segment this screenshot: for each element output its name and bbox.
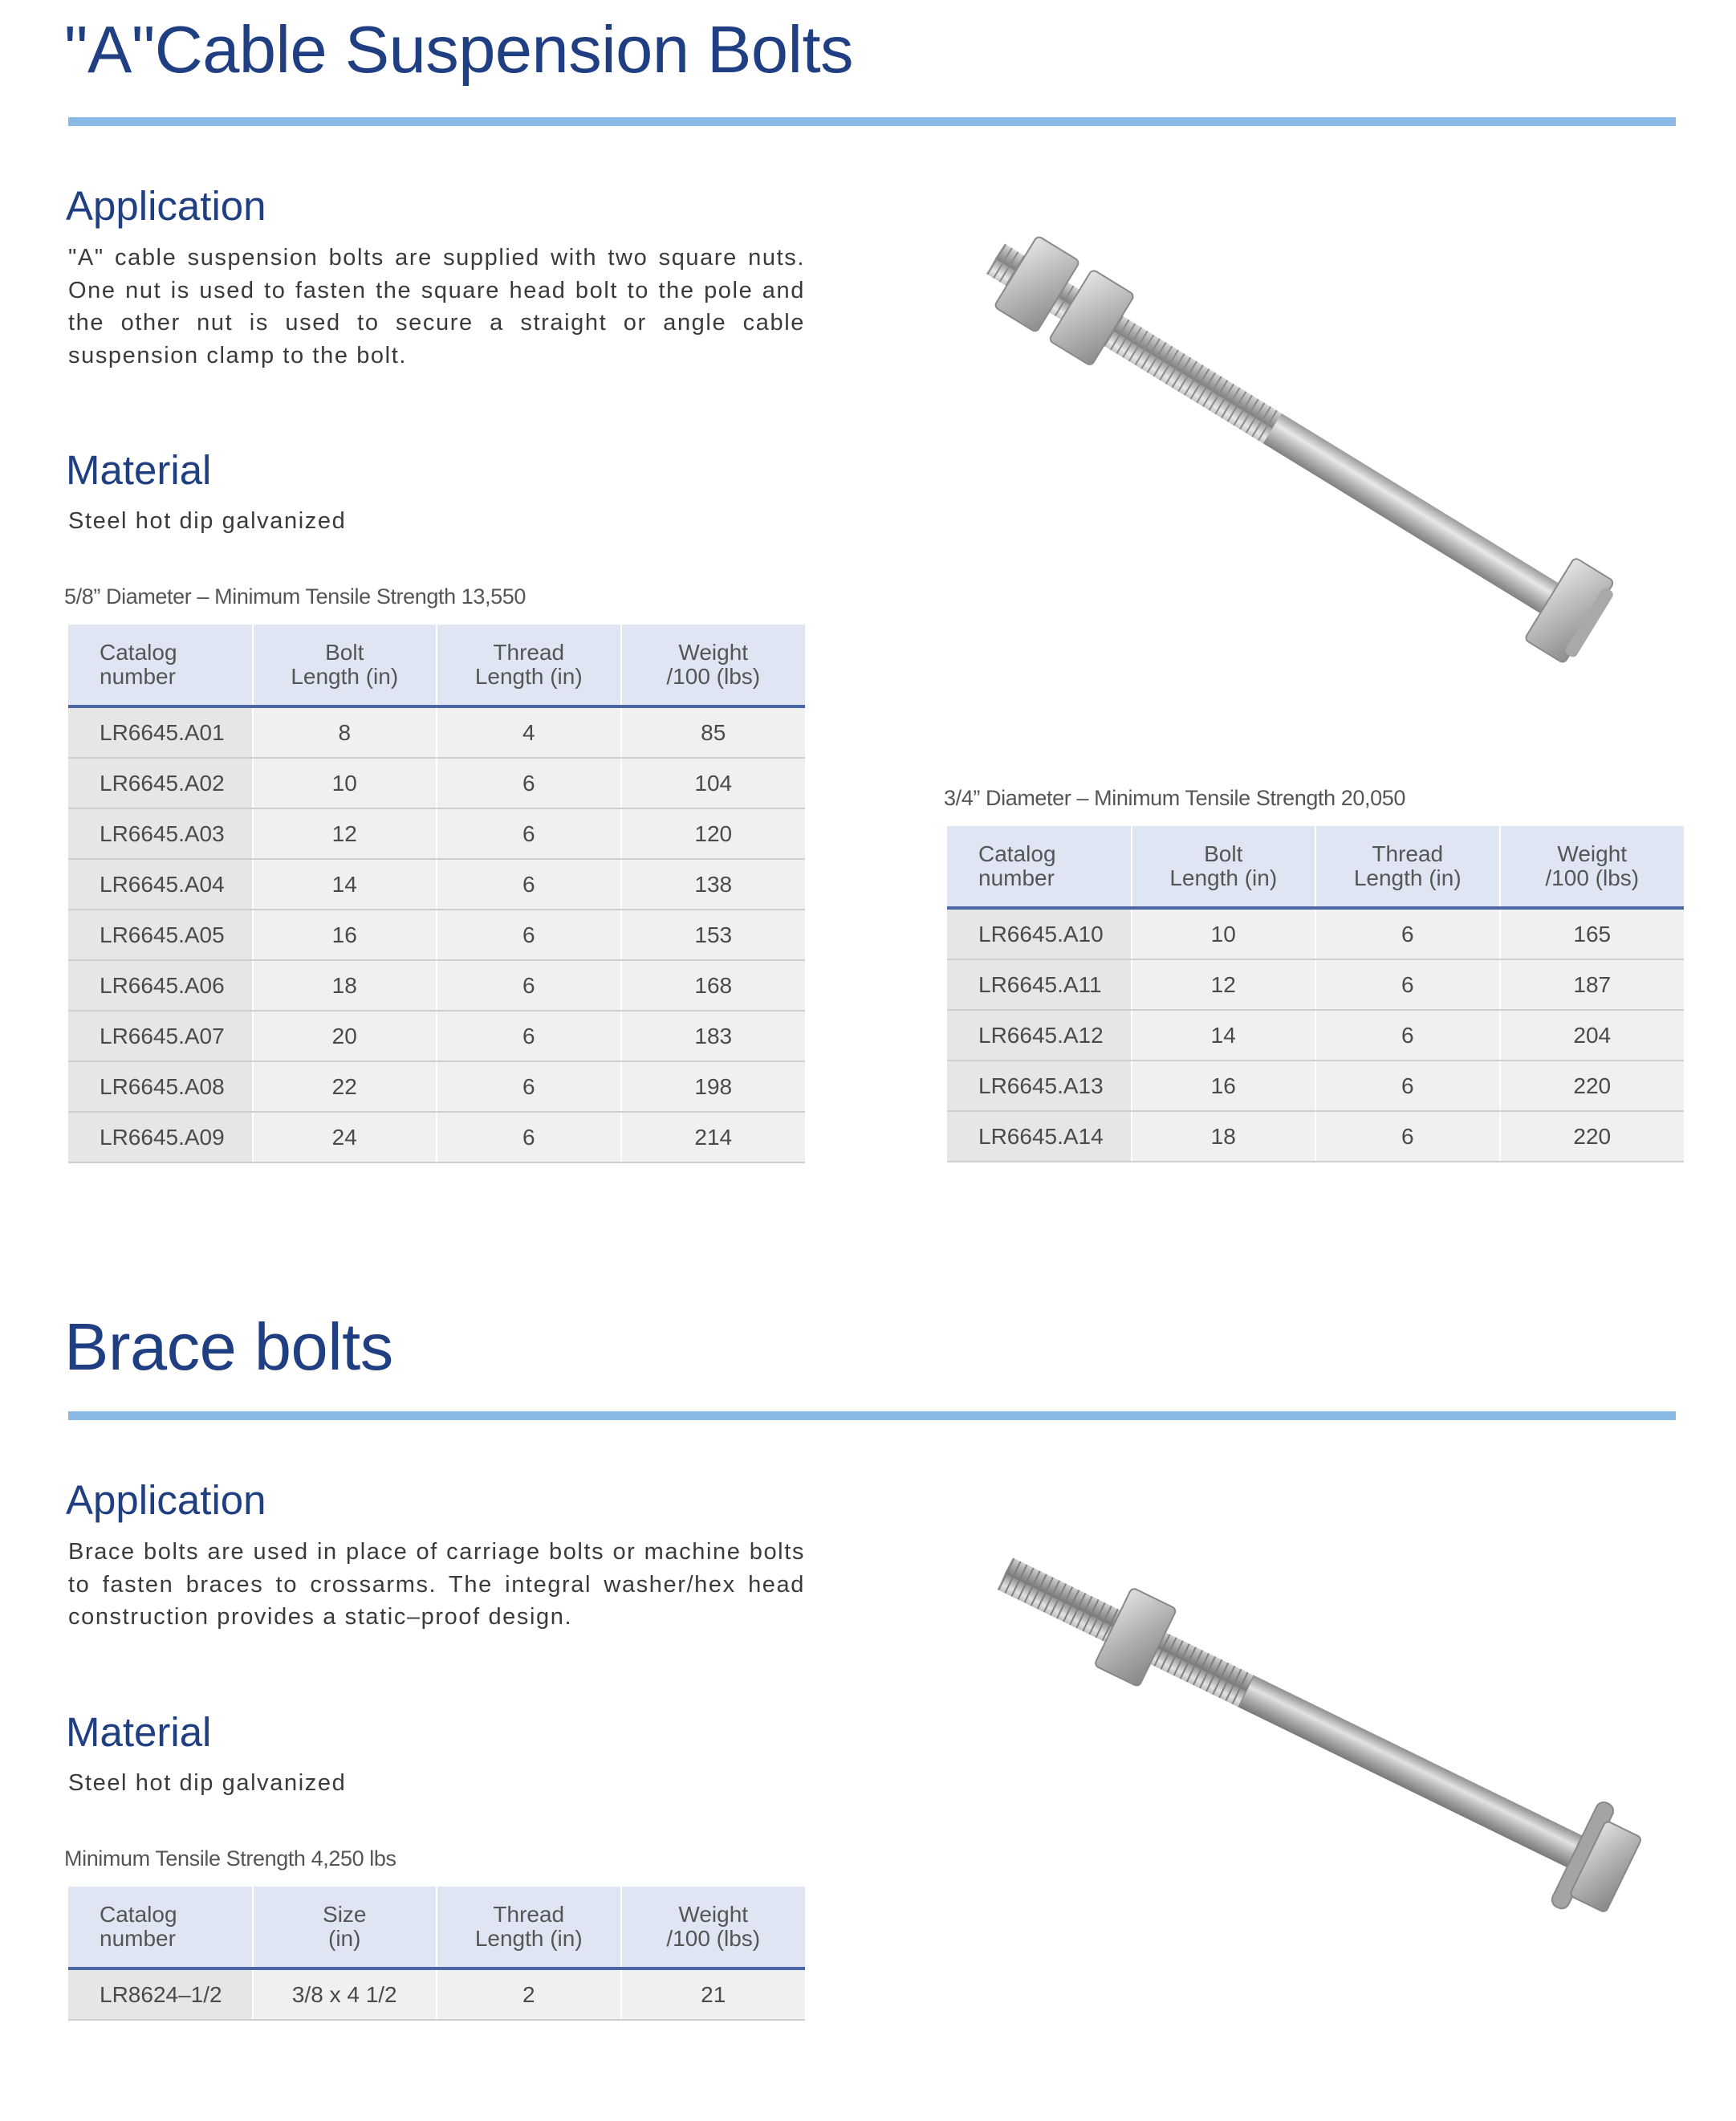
table-row (68, 758, 805, 808)
table-cell: 220 (1500, 1111, 1685, 1162)
catalog-number-cell: LR8624–1/2 (68, 1968, 253, 2020)
table-cell: 165 (1500, 908, 1685, 959)
section2-title: Brace bolts (64, 1309, 393, 1384)
table-cell: 104 (621, 758, 806, 808)
table-header-row (68, 1887, 805, 1968)
table-row (947, 1060, 1684, 1111)
header-line: Length (in) (291, 664, 399, 689)
table-cell: 16 (1132, 1060, 1316, 1111)
column-header-col3 (1315, 826, 1500, 908)
table-header-row (68, 625, 805, 706)
table3-caption: Minimum Tensile Strength 4,250 lbs (64, 1846, 396, 1871)
table-row (68, 910, 805, 960)
table-cell: 6 (437, 910, 621, 960)
catalog-number-cell: LR6645.A05 (68, 910, 253, 960)
header-line: /100 (lbs) (666, 1926, 761, 1951)
catalog-number-cell: LR6645.A08 (68, 1061, 253, 1112)
spec-table-brace (68, 1887, 805, 2021)
table2 (947, 826, 1684, 1162)
header-line: Catalog (100, 1902, 177, 1927)
table-row (68, 1968, 805, 2020)
header-line: Bolt (1204, 841, 1243, 866)
table-row (68, 1112, 805, 1162)
table-cell: 6 (437, 1011, 621, 1061)
catalog-number-cell: LR6645.A06 (68, 960, 253, 1011)
table-cell: 10 (253, 758, 437, 808)
table-cell: 22 (253, 1061, 437, 1112)
column-header-catalog (68, 625, 253, 706)
table-cell: 85 (621, 706, 806, 758)
table-cell: 6 (437, 960, 621, 1011)
table-cell: 6 (1315, 1060, 1500, 1111)
table-cell: 120 (621, 808, 806, 859)
table-cell: 14 (1132, 1010, 1316, 1060)
table-cell: 6 (437, 859, 621, 910)
header-line: /100 (lbs) (666, 664, 761, 689)
table-cell: 6 (437, 808, 621, 859)
table-cell: 6 (437, 758, 621, 808)
section1-material-heading: Material (66, 447, 212, 493)
table-row (68, 706, 805, 758)
table-cell: 6 (437, 1112, 621, 1162)
column-header-col4 (621, 625, 806, 706)
catalog-number-cell: LR6645.A12 (947, 1010, 1132, 1060)
table-row (68, 859, 805, 910)
table-cell: 220 (1500, 1060, 1685, 1111)
section2-material-heading: Material (66, 1709, 212, 1755)
header-line: number (100, 664, 176, 689)
header-line: Size (323, 1902, 367, 1927)
table-cell: 6 (1315, 908, 1500, 959)
header-line: Length (in) (1169, 865, 1278, 890)
header-line: /100 (lbs) (1545, 865, 1640, 890)
table-cell: 16 (253, 910, 437, 960)
catalog-number-cell: LR6645.A10 (947, 908, 1132, 959)
column-header-col2 (1132, 826, 1316, 908)
section1-application-text: "A" cable suspension bolts are supplied with two square nuts. One nut is used to fasten the square head bolt to the pole and the other nut is used to secure a straight or angle cable suspension clamp to the bolt. (68, 245, 805, 368)
catalog-number-cell: LR6645.A14 (947, 1111, 1132, 1162)
header-line: Thread (1372, 841, 1444, 866)
table-cell: 168 (621, 960, 806, 1011)
column-header-catalog (947, 826, 1132, 908)
table-cell: 10 (1132, 908, 1316, 959)
table-cell: 6 (1315, 959, 1500, 1010)
table-row (947, 908, 1684, 959)
catalog-number-cell: LR6645.A01 (68, 706, 253, 758)
header-line: Weight (678, 640, 749, 665)
column-header-col4 (621, 1887, 806, 1968)
table1 (68, 625, 805, 1163)
section2-material-text: Steel hot dip galvanized (68, 1770, 347, 1796)
table3 (68, 1887, 805, 2021)
header-line: Length (in) (474, 1926, 583, 1951)
table-cell: 18 (253, 960, 437, 1011)
catalog-number-cell: LR6645.A02 (68, 758, 253, 808)
column-header-col3 (437, 625, 621, 706)
header-line: (in) (328, 1926, 361, 1951)
column-header-col4 (1500, 826, 1685, 908)
table-cell: 20 (253, 1011, 437, 1061)
header-line: Thread (493, 1902, 565, 1927)
table-cell: 138 (621, 859, 806, 910)
header-line: Bolt (325, 640, 364, 665)
table1-caption: 5/8” Diameter – Minimum Tensile Strength 13,550 (64, 584, 526, 609)
spec-table-5-8 (68, 625, 805, 1163)
header-line: Length (in) (474, 664, 583, 689)
section2-application-text: Brace bolts are used in place of carriage bolts or machine bolts to fasten braces to crossarms. The integral washer/hex head construction provides a static–proof design. (68, 1539, 805, 1630)
header-line: Weight (678, 1902, 749, 1927)
table-cell: 14 (253, 859, 437, 910)
table-cell: 6 (1315, 1111, 1500, 1162)
column-header-catalog (68, 1887, 253, 1968)
cable-suspension-bolt-image (947, 225, 1653, 674)
table-cell: 12 (1132, 959, 1316, 1010)
header-line: number (100, 1926, 176, 1951)
table-header-row (947, 826, 1684, 908)
section1-title: "A"Cable Suspension Bolts (64, 12, 854, 87)
table-cell: 12 (253, 808, 437, 859)
column-header-col2 (253, 1887, 437, 1968)
table-cell: 204 (1500, 1010, 1685, 1060)
header-line: Catalog (100, 640, 177, 665)
header-line: Length (in) (1353, 865, 1462, 890)
header-line: Weight (1557, 841, 1628, 866)
table-cell: 21 (621, 1968, 806, 2020)
table-row (68, 960, 805, 1011)
catalog-number-cell: LR6645.A03 (68, 808, 253, 859)
header-line: Catalog (978, 841, 1056, 866)
table-row (947, 1010, 1684, 1060)
table-row (947, 1111, 1684, 1162)
catalog-number-cell: LR6645.A07 (68, 1011, 253, 1061)
table2-caption: 3/4” Diameter – Minimum Tensile Strength 20,050 (944, 786, 1405, 810)
table-cell: 153 (621, 910, 806, 960)
section2-application-heading: Application (66, 1477, 266, 1523)
catalog-number-cell: LR6645.A09 (68, 1112, 253, 1162)
table-cell: 8 (253, 706, 437, 758)
catalog-number-cell: LR6645.A04 (68, 859, 253, 910)
table-row (947, 959, 1684, 1010)
table-cell: 18 (1132, 1111, 1316, 1162)
header-line: Thread (493, 640, 565, 665)
table-cell: 3/8 x 4 1/2 (253, 1968, 437, 2020)
header-line: number (978, 865, 1055, 890)
title-rule-2 (68, 1411, 1676, 1420)
table-cell: 198 (621, 1061, 806, 1112)
table-cell: 4 (437, 706, 621, 758)
column-header-col2 (253, 625, 437, 706)
table-cell: 2 (437, 1968, 621, 2020)
table-cell: 6 (437, 1061, 621, 1112)
section1-application-heading: Application (66, 183, 266, 229)
column-header-col3 (437, 1887, 621, 1968)
table-row (68, 1061, 805, 1112)
catalog-number-cell: LR6645.A13 (947, 1060, 1132, 1111)
table-cell: 24 (253, 1112, 437, 1162)
title-rule (68, 117, 1676, 126)
brace-bolt-image (963, 1549, 1653, 1935)
spec-table-3-4 (947, 826, 1684, 1162)
table-cell: 187 (1500, 959, 1685, 1010)
table-row (68, 808, 805, 859)
table-cell: 6 (1315, 1010, 1500, 1060)
table-cell: 183 (621, 1011, 806, 1061)
section1-material-text: Steel hot dip galvanized (68, 508, 347, 534)
table-row (68, 1011, 805, 1061)
catalog-number-cell: LR6645.A11 (947, 959, 1132, 1010)
table-cell: 214 (621, 1112, 806, 1162)
